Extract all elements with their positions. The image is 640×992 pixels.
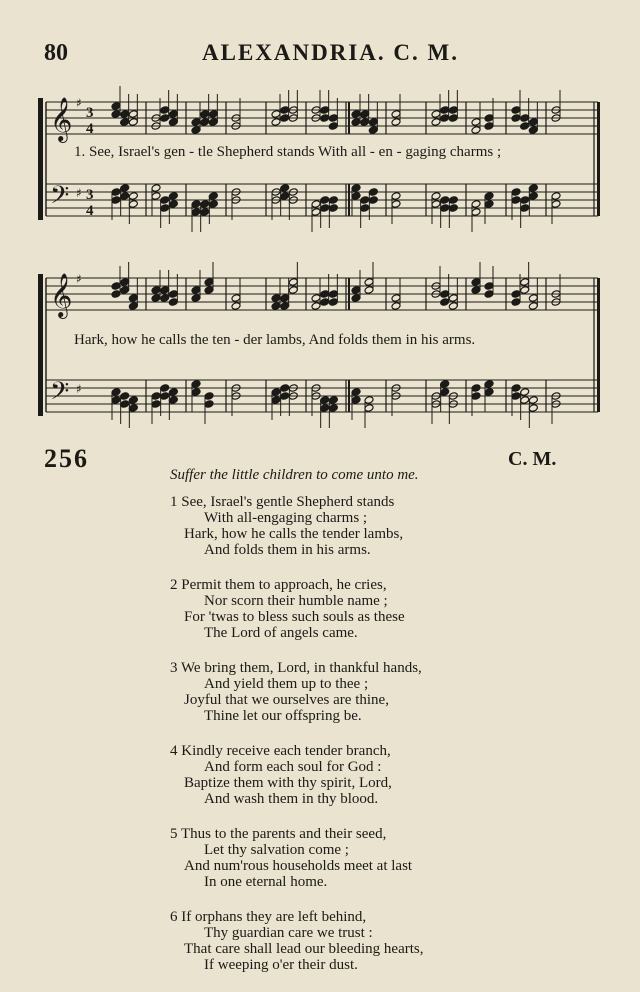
tune-title: ALEXANDRIA. C. M. [202,40,459,65]
note-head [311,200,321,209]
note-head [440,298,450,307]
note-head [111,102,121,111]
note-head [520,286,530,295]
note-head [128,192,138,201]
note-head [431,192,441,201]
note-head [360,196,370,205]
note-head [551,192,561,201]
note-head [471,200,481,209]
stanza-line: The Lord of angels came. [204,625,358,641]
note-head [208,200,218,209]
note-head [431,118,441,127]
note-head [120,192,130,201]
note-head [391,118,401,127]
note-head [200,118,210,127]
note-head [368,126,378,135]
treble-clef-icon: 𝄞 [50,273,73,317]
stanza-line: Joyful that we ourselves are thine, [184,692,389,708]
note-head [168,388,178,397]
note-head [168,200,178,209]
note-head [191,380,201,389]
note-head [448,114,458,123]
note-head [151,294,161,303]
note-head [160,114,170,123]
stanza-line: And wash them in thy blood. [204,791,379,807]
note-head [351,118,361,127]
note-head [128,396,138,405]
note-head [511,384,521,393]
note-head [160,294,170,303]
stanza-line: 1 See, Israel's gentle Shepherd stands [170,494,395,510]
note-head [351,294,361,303]
note-head [368,118,378,127]
note-head [368,188,378,197]
note-head [484,380,494,389]
note-head [391,302,401,311]
note-head [120,392,130,401]
note-head [120,400,130,409]
note-head [471,118,481,127]
note-head [280,392,290,401]
note-head [511,392,521,401]
stanza-line: And yield them up to thee ; [204,676,369,692]
note-head [528,396,538,405]
note-head [328,196,338,205]
note-head [128,118,138,127]
time-signature-top: 3 [86,105,94,121]
note-head [440,388,450,397]
note-head [208,118,218,127]
note-head [471,208,481,217]
note-head [528,184,538,193]
note-head [151,192,161,201]
note-head [448,196,458,205]
note-head [200,208,210,217]
stanza-line: 4 Kindly receive each tender branch, [170,743,391,759]
note-head [120,184,130,193]
note-head [368,196,378,205]
note-head [511,188,521,197]
note-head [191,286,201,295]
note-head [191,208,201,217]
note-head [328,122,338,131]
note-head [280,192,290,201]
note-head [520,122,530,131]
note-head [484,192,494,201]
stanza-line: Baptize them with thy spirit, Lord, [184,775,392,791]
stanza-line: 6 If orphans they are left behind, [170,909,367,925]
note-head [520,196,530,205]
note-head [484,290,494,299]
note-head [204,400,214,409]
note-head [320,298,330,307]
note-head [328,396,338,405]
stanza-line: 5 Thus to the parents and their seed, [170,826,387,842]
note-head [204,392,214,401]
note-head [351,286,361,295]
stanza-line: Nor scorn their humble name ; [204,593,388,609]
note-head [511,298,521,307]
note-head [351,192,361,201]
note-head [231,302,241,311]
note-head [280,294,290,303]
note-head [320,290,330,299]
note-head [111,196,121,205]
note-head [160,204,170,213]
note-head [520,278,530,287]
note-head [551,200,561,209]
stanza-line: If weeping o'er their dust. [204,957,358,973]
note-head [328,290,338,299]
note-head [364,278,374,287]
note-head [111,188,121,197]
sharp-icon: ♯ [76,186,82,200]
stanza-line: That care shall lead our bleeding hearts, [184,941,424,957]
note-head [231,294,241,303]
stanza [170,909,530,973]
note-head [151,392,161,401]
note-head [440,380,450,389]
note-head [271,118,281,127]
note-head [528,404,538,413]
lyrics-line-2: Hark, how he calls the ten - der lambs, And folds them in his arms. [74,332,476,348]
note-head [280,106,290,115]
note-head [160,196,170,205]
system-brace [38,274,43,416]
note-head [111,282,121,291]
bass-clef-icon: 𝄢 [50,181,70,216]
note-head [160,106,170,115]
note-head [528,192,538,201]
note-head [311,302,321,311]
hymn-number: 256 [44,444,89,473]
note-head [391,200,401,209]
note-head [328,114,338,123]
stanza-line: Thine let our offspring be. [204,708,362,724]
note-head [328,298,338,307]
note-head [191,294,201,303]
final-bar-line [597,278,600,412]
note-head [128,110,138,119]
stanza-line: In one eternal home. [204,874,328,890]
note-head [191,388,201,397]
note-head [288,278,298,287]
note-head [471,126,481,135]
note-head [471,286,481,295]
note-head [160,286,170,295]
note-head [440,204,450,213]
note-head [151,286,161,295]
page-number: 80 [44,40,68,66]
note-head [448,106,458,115]
stanza-line: 2 Permit them to approach, he cries, [170,577,387,593]
note-head [280,384,290,393]
note-head [511,114,521,123]
note-head [168,118,178,127]
note-head [364,396,374,405]
time-signature-bottom: 4 [86,121,94,137]
note-head [271,110,281,119]
note-head [168,298,178,307]
hymn-stanzas [170,494,530,992]
note-head [484,122,494,131]
note-head [528,118,538,127]
note-head [391,294,401,303]
note-head [351,110,361,119]
note-head [111,396,121,405]
stanza [170,826,530,890]
final-bar-line [597,102,600,216]
note-head [328,404,338,413]
note-head [128,200,138,209]
note-head [168,290,178,299]
note-head [111,388,121,397]
note-head [191,118,201,127]
note-head [484,114,494,123]
note-head [484,388,494,397]
note-head [191,200,201,209]
note-head [484,200,494,209]
note-head [271,388,281,397]
lyrics-line-1: 1. See, Israel's gen - tle Shepherd stands With all - en - gaging charms ; [74,144,502,160]
stanza-line: And form each soul for God : [204,759,382,775]
stanza-line: 3 We bring them, Lord, in thankful hands, [170,660,422,676]
note-head [151,184,161,193]
note-head [511,106,521,115]
note-head [111,290,121,299]
hymn-meter: C. M. [508,448,557,470]
music-system-1 [36,88,602,248]
note-head [191,126,201,135]
note-head [520,114,530,123]
note-head [528,302,538,311]
note-head [120,278,130,287]
stanza-line: For 'twas to bless such souls as these [184,609,405,625]
note-head [351,388,361,397]
note-head [204,278,214,287]
time-signature-bottom: 4 [86,203,94,219]
stanza-line: And num'rous households meet at last [184,858,413,874]
stanza [170,743,530,807]
note-head [160,392,170,401]
note-head [204,286,214,295]
note-head [320,106,330,115]
note-head [520,204,530,213]
sharp-icon: ♯ [76,272,82,286]
note-head [208,192,218,201]
note-head [280,114,290,123]
note-head [200,200,210,209]
note-head [528,126,538,135]
note-head [128,302,138,311]
hymn-subtitle: Suffer the little children to come unto me. [170,467,419,483]
note-head [271,396,281,405]
note-head [208,110,218,119]
note-head [280,302,290,311]
note-head [431,110,441,119]
note-head [440,196,450,205]
note-head [360,118,370,127]
stanza-line: With all-engaging charms ; [204,510,368,526]
note-head [320,196,330,205]
note-head [364,404,374,413]
sharp-icon: ♯ [76,96,82,110]
system-brace [38,98,43,220]
note-head [520,388,530,397]
note-head [320,114,330,123]
note-head [360,204,370,213]
note-head [448,204,458,213]
music-system-2 [36,262,602,422]
stanza-line: Hark, how he calls the tender lambs, [184,526,404,542]
stanza-line: And folds them in his arms. [204,542,371,558]
time-signature-top: 3 [86,187,94,203]
note-head [364,286,374,295]
note-head [351,184,361,193]
note-head [168,110,178,119]
note-head [120,118,130,127]
note-head [391,110,401,119]
bass-clef-icon: 𝄢 [50,377,70,412]
note-head [431,200,441,209]
note-head [120,286,130,295]
note-head [151,400,161,409]
sharp-icon: ♯ [76,382,82,396]
note-head [440,114,450,123]
note-head [448,294,458,303]
note-head [471,384,481,393]
treble-clef-icon: 𝄞 [50,97,73,141]
note-head [271,302,281,311]
note-head [511,290,521,299]
note-head [280,184,290,193]
stanza [170,494,530,558]
note-head [484,282,494,291]
note-head [311,294,321,303]
stanza [170,577,530,641]
note-head [440,290,450,299]
note-head [168,192,178,201]
note-head [311,208,321,217]
note-head [288,286,298,295]
note-head [320,396,330,405]
note-head [128,404,138,413]
note-head [120,110,130,119]
note-head [200,110,210,119]
stanza [170,660,530,724]
note-head [111,110,121,119]
note-head [471,392,481,401]
note-head [520,396,530,405]
note-head [320,404,330,413]
note-head [360,110,370,119]
note-head [511,196,521,205]
music-staves-1 [36,88,602,248]
stanza-line: Thy guardian care we trust : [204,925,373,941]
note-head [328,204,338,213]
note-head [168,396,178,405]
note-head [528,294,538,303]
note-head [351,396,361,405]
note-head [160,384,170,393]
note-head [271,294,281,303]
note-head [391,192,401,201]
note-head [471,278,481,287]
note-head [320,204,330,213]
note-head [448,302,458,311]
note-head [128,294,138,303]
note-head [440,106,450,115]
stanza-line: Let thy salvation come ; [204,842,349,858]
